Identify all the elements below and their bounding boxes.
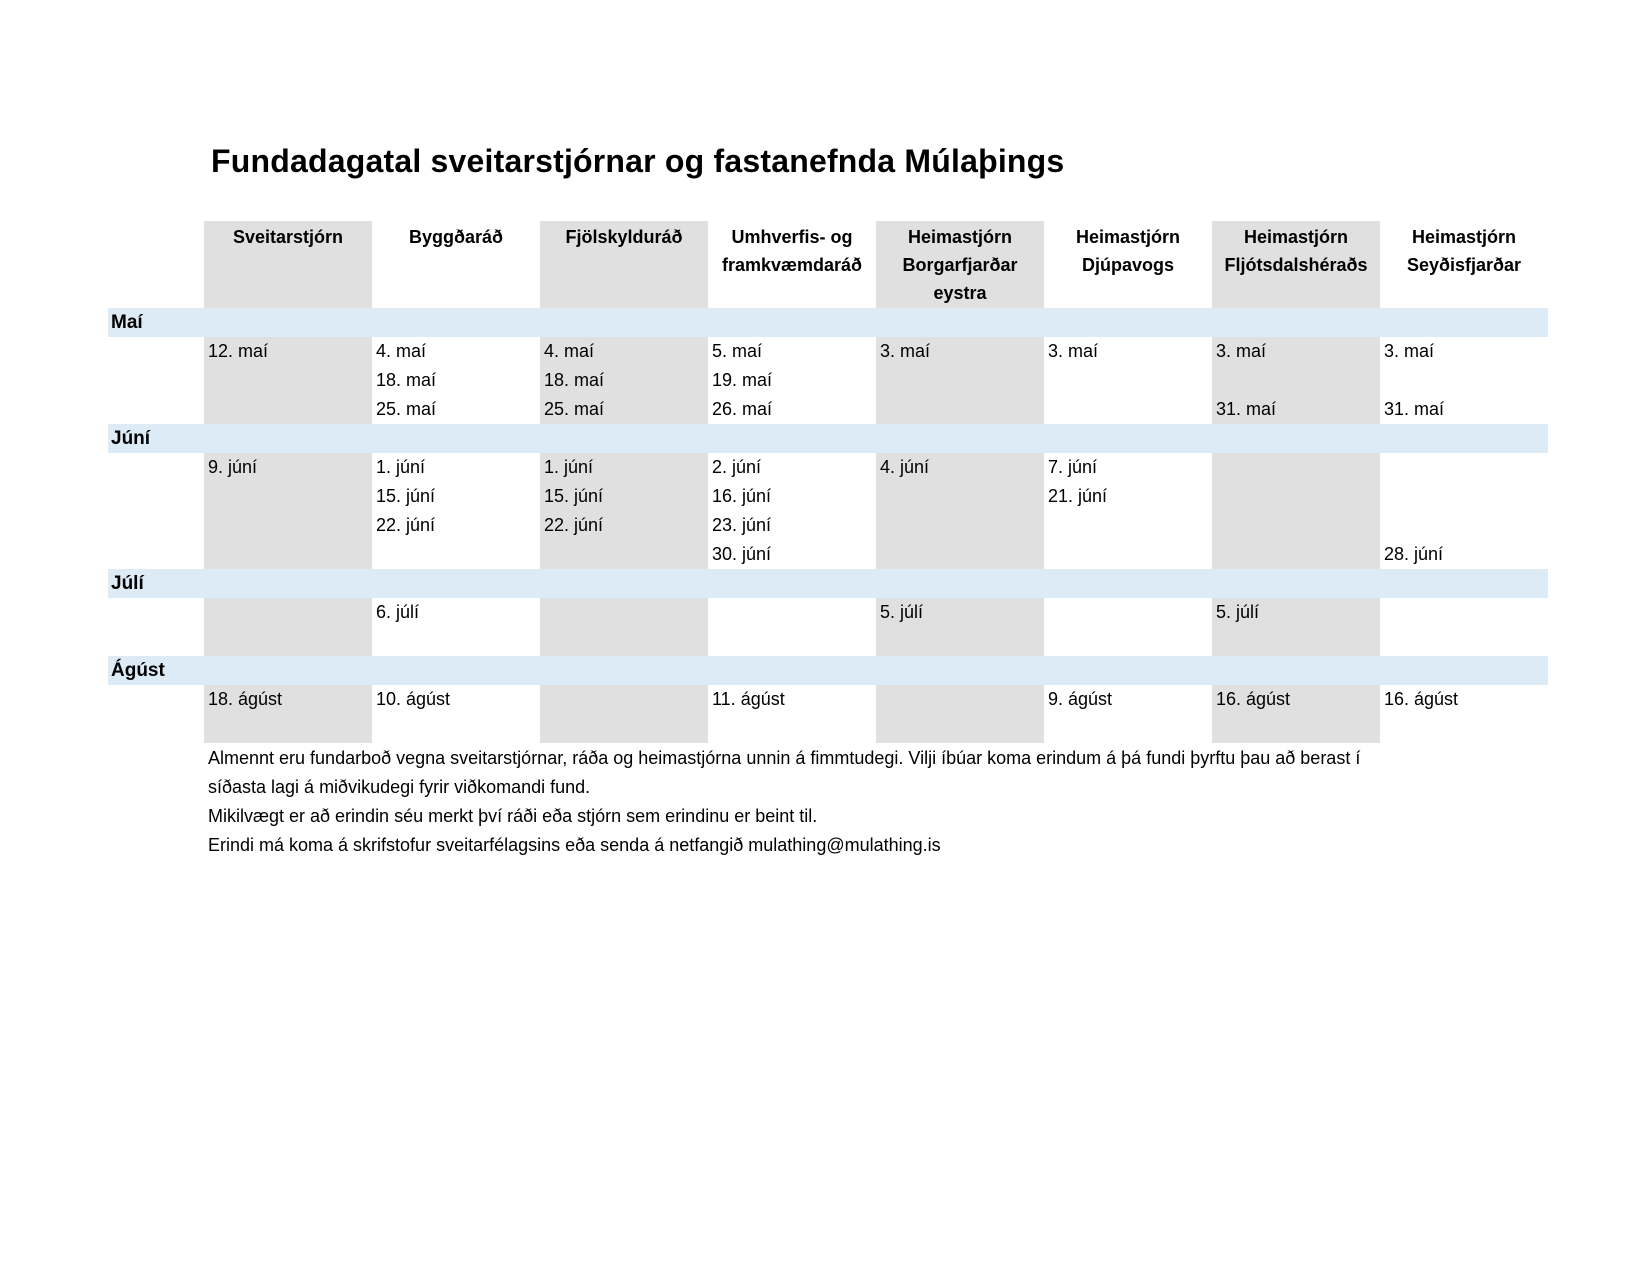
column-header-line: eystra [933,283,987,303]
note-paragraph: Mikilvægt er að erindin séu merkt því ráði eða stjórn sem erindinu er beint til. [208,806,818,826]
column-header-line: Fljótsdalshéraðs [1224,255,1368,275]
column-header-line: Heimastjórn [907,227,1013,247]
date-cell: 9. júní [208,457,258,477]
date-cell: 23. júní [712,515,772,535]
note-paragraph: Almennt eru fundarboð vegna sveitarstjórnar, ráða og heimastjórna unnin á fimmtudegi. Vilji íbúar koma erindum á þá fundi þyrftu þau að berast í síðasta lagi á miðvikudegi fyrir viðkomandi fund. [208,748,1361,797]
date-cell: 21. júní [1048,486,1108,506]
date-cell: 31. maí [1384,399,1445,419]
note-paragraph: Erindi má koma á skrifstofur sveitarfélagsins eða senda á netfangið mulathing@mulathing.is [208,835,941,855]
date-cell: 6. júlí [376,602,420,622]
date-cell: 15. júní [544,486,604,506]
column-header [1380,221,1548,308]
notes-section [208,744,1388,860]
column-header [372,221,540,308]
date-cell: 3. maí [1048,341,1099,361]
date-cell: 3. maí [1384,341,1435,361]
date-cell: 1. júní [544,457,594,477]
column-header-line: Fjölskylduráð [565,227,683,247]
column-header [876,221,1044,308]
date-cell: 18. ágúst [208,689,283,709]
column-header-line: Heimastjórn [1075,227,1181,247]
date-cell: 28. júní [1384,544,1444,564]
column-header-line: Seyðisfjarðar [1406,255,1522,275]
date-cell: 5. maí [712,341,763,361]
date-cell: 22. júní [544,515,604,535]
column-header [540,221,708,308]
month-row: Maí [108,308,1548,337]
month-row: Ágúst [108,656,1548,685]
column-header-line: Umhverfis- og [731,227,853,247]
month-row: Júlí [108,569,1548,598]
column-header [1044,221,1212,308]
date-cell: 18. maí [376,370,437,390]
meeting-schedule-table [108,221,1548,743]
date-cell: 15. júní [376,486,436,506]
date-cell: 18. maí [544,370,605,390]
date-cell: 11. ágúst [712,689,785,709]
date-cell: 12. maí [208,341,269,361]
column-header-line: Heimastjórn [1411,227,1517,247]
date-cell: 5. júlí [880,602,924,622]
date-cell: 2. júní [712,457,762,477]
page-title: Fundadagatal sveitarstjórnar og fastanefnda Múlaþings [211,143,1065,179]
date-cell: 9. ágúst [1048,689,1113,709]
date-cell: 1. júní [376,457,426,477]
date-cell: 19. maí [712,370,773,390]
date-cell: 16. ágúst [1216,689,1291,709]
column-header-line: Djúpavogs [1081,255,1174,275]
date-cell: 4. maí [544,341,595,361]
date-cell: 4. júní [880,457,930,477]
date-cell: 30. júní [712,544,772,564]
column-header [1212,221,1380,308]
column-header [708,221,876,308]
date-cell: 7. júní [1048,457,1098,477]
date-cell: 16. júní [712,486,772,506]
date-cell: 25. maí [544,399,605,419]
column-header-line: Byggðaráð [408,227,504,247]
column-header [204,221,372,308]
date-cell: 22. júní [376,515,436,535]
date-cell: 5. júlí [1216,602,1260,622]
month-row: Júní [108,424,1548,453]
column-header-line: framkvæmdaráð [721,255,863,275]
date-cell: 31. maí [1216,399,1277,419]
date-cell: 26. maí [712,399,773,419]
column-header-line: Borgarfjarðar [902,255,1018,275]
date-cell: 3. maí [880,341,931,361]
date-cell: 10. ágúst [376,689,451,709]
column-header-line: Sveitarstjórn [232,227,344,247]
date-cell: 3. maí [1216,341,1267,361]
date-cell: 16. ágúst [1384,689,1459,709]
date-cell: 25. maí [376,399,437,419]
date-cell: 4. maí [376,341,427,361]
column-header-line: Heimastjórn [1243,227,1349,247]
